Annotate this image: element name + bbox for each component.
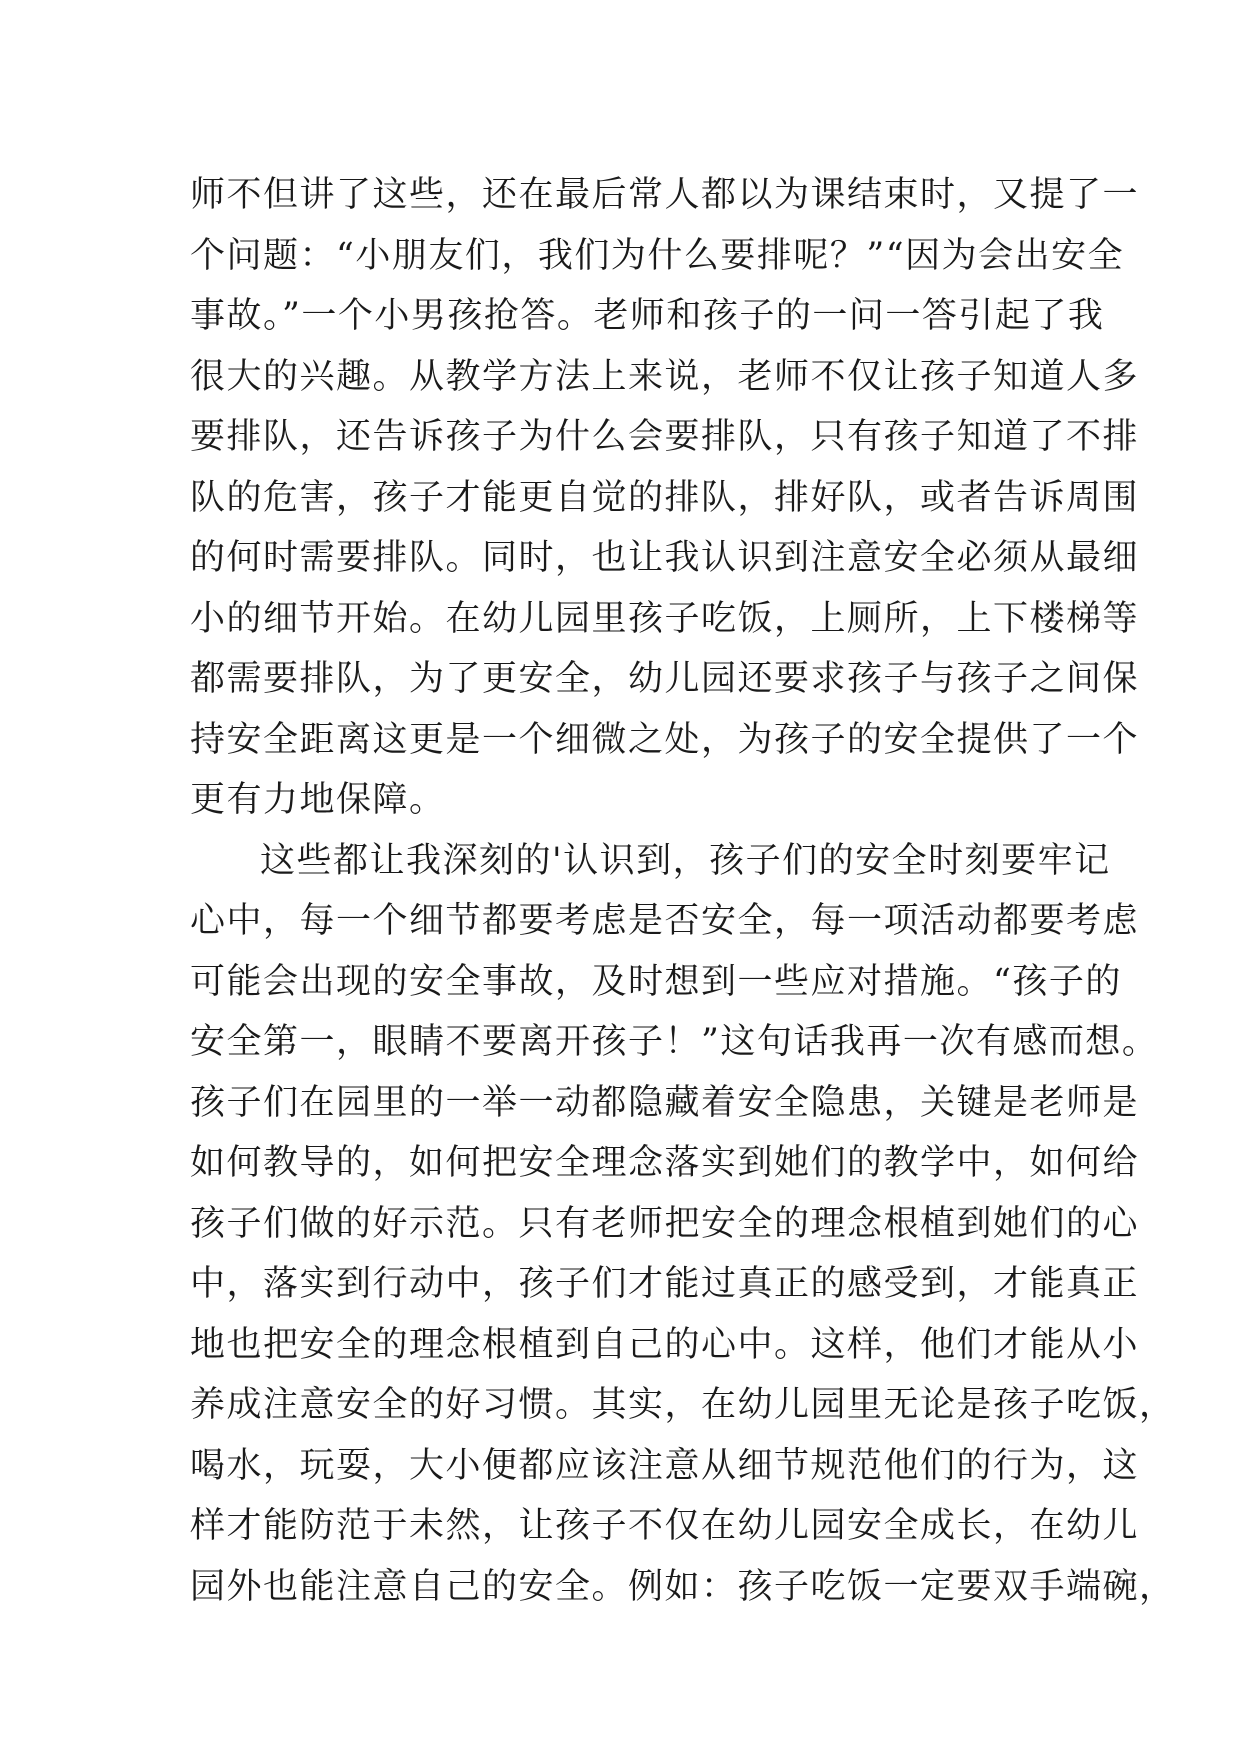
text-line: 小的细节开始。在幼儿园里孩子吃饭，上厕所，上下楼梯等: [190, 598, 1140, 639]
text-line: 园外也能注意自己的安全。例如：孩子吃饭一定要双手端碗，: [190, 1566, 1176, 1607]
text-line: 养成注意安全的好习惯。其实，在幼儿园里无论是孩子吃饭，: [190, 1385, 1176, 1425]
text-line: 如何教导的，如何把安全理念落实到她们的教学中，如何给: [190, 1143, 1140, 1183]
text-line: 队的危害，孩子才能更自觉的排队，排好队，或者告诉周围: [190, 477, 1140, 518]
text-line: 事故。”一个小男孩抢答。老师和孩子的一问一答引起了我: [190, 296, 1105, 336]
body-text: [190, 165, 1176, 1617]
text-line: 样才能防范于未然，让孩子不仅在幼儿园安全成长，在幼儿: [190, 1506, 1140, 1546]
text-line: 安全第一，眼睛不要离开孩子！”这句话我再一次有感而想。: [190, 1022, 1159, 1062]
text-line: 喝水，玩耍，大小便都应该注意从细节规范他们的行为，这: [190, 1445, 1140, 1486]
text-line: 都需要排队，为了更安全，幼儿园还要求孩子与孩子之间保: [190, 659, 1140, 699]
text-line: 的何时需要排队。同时，也让我认识到注意安全必须从最细: [190, 538, 1140, 578]
text-line: 持安全距离这更是一个细微之处，为孩子的安全提供了一个: [190, 719, 1140, 760]
text-line: 孩子们做的好示范。只有老师把安全的理念根植到她们的心: [190, 1203, 1140, 1244]
paragraph-start-line: 这些都让我深刻的'认识到，孩子们的安全时刻要牢记: [260, 840, 1111, 881]
text-line: 中，落实到行动中，孩子们才能过真正的感受到，才能真正: [190, 1264, 1140, 1304]
text-line: 可能会出现的安全事故，及时想到一些应对措施。“孩子的: [190, 961, 1122, 1002]
text-line: 师不但讲了这些，还在最后常人都以为课结束时，又提了一: [190, 175, 1140, 215]
text-line: 孩子们在园里的一举一动都隐藏着安全隐患，关键是老师是: [190, 1082, 1140, 1123]
text-line: 心中，每一个细节都要考虑是否安全，每一项活动都要考虑: [190, 901, 1140, 941]
text-line: 更有力地保障。: [190, 780, 446, 820]
text-line: 地也把安全的理念根植到自己的心中。这样，他们才能从小: [190, 1324, 1140, 1365]
text-line: 很大的兴趣。从教学方法上来说，老师不仅让孩子知道人多: [190, 356, 1140, 397]
text-line: 个问题：“小朋友们，我们为什么要排呢？”“因为会出安全: [190, 235, 1125, 276]
text-line: 要排队，还告诉孩子为什么会要排队，只有孩子知道了不排: [190, 417, 1140, 457]
